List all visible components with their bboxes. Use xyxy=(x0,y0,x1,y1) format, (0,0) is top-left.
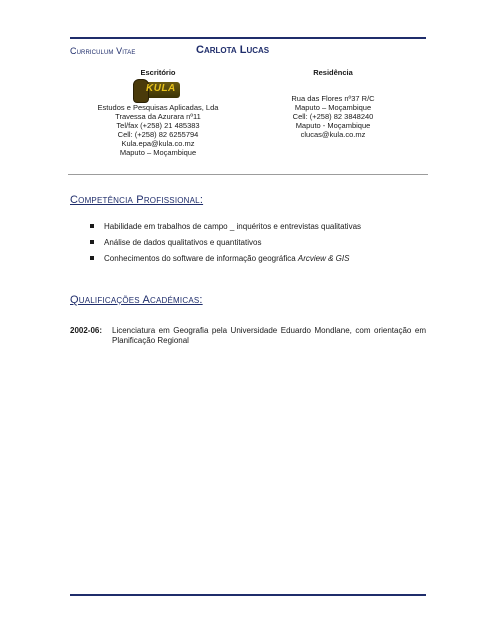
section-title-competencias: Competência Profissional: xyxy=(70,194,204,206)
office-line-email[interactable]: Kula.epa@kula.co.mz xyxy=(121,139,195,148)
top-rule xyxy=(70,37,426,39)
office-line-cell: Cell: (+258) 82 6255794 xyxy=(117,130,199,139)
residence-line-cell: Cell: (+258) 82 3848240 xyxy=(292,112,374,121)
bottom-rule xyxy=(70,594,426,596)
section-title-qualificacoes: Qualificações Académicas: xyxy=(70,294,203,306)
list-item-text-main: Conhecimentos do software de informação geográfica xyxy=(104,254,298,263)
bullet-square-icon xyxy=(90,240,94,244)
office-line-telfax: Tel/fax (+258) 21 485383 xyxy=(116,121,200,130)
residence-line-city: Maputo – Moçambique xyxy=(294,103,372,112)
office-line-address: Travessa da Azurara nº11 xyxy=(115,112,201,121)
residence-title: Residência xyxy=(313,68,353,77)
list-item-text: Habilidade em trabalhos de campo _ inquéritos e entrevistas qualitativas xyxy=(104,222,362,231)
office-line-company: Estudos e Pesquisas Aplicadas, Lda xyxy=(97,103,219,112)
list-item xyxy=(90,238,420,254)
residence-line-street: Rua das Flores nº37 R/C xyxy=(291,94,375,103)
list-item xyxy=(90,254,420,270)
kula-logo-text: KULA xyxy=(146,83,176,94)
residence-block xyxy=(270,68,396,139)
office-block xyxy=(88,68,228,157)
kula-logo xyxy=(136,79,180,101)
section-divider xyxy=(68,174,428,175)
office-title: Escritório xyxy=(140,68,176,77)
qualification-year: 2002-06: xyxy=(70,326,103,335)
qualification-description: Licenciatura em Geografia pela Universidade Eduardo Mondlane, com orientação em Planificação Regional xyxy=(112,326,426,345)
list-item xyxy=(90,222,420,238)
list-item-text: Análise de dados qualitativos e quantitativos xyxy=(104,238,262,247)
competencias-list xyxy=(90,222,420,270)
candidate-name: Carlota Lucas xyxy=(196,44,270,56)
cv-label: Curriculum Vitae xyxy=(70,46,136,56)
residence-line-city-2: Maputo - Moçambique xyxy=(295,121,371,130)
software-name: Arcview & GIS xyxy=(297,254,350,263)
bullet-square-icon xyxy=(90,224,94,228)
bullet-square-icon xyxy=(90,256,94,260)
list-item-text xyxy=(104,254,349,263)
residence-line-email[interactable]: clucas@kula.co.mz xyxy=(300,130,366,139)
office-line-city: Maputo – Moçambique xyxy=(119,148,197,157)
cv-header xyxy=(70,44,430,60)
